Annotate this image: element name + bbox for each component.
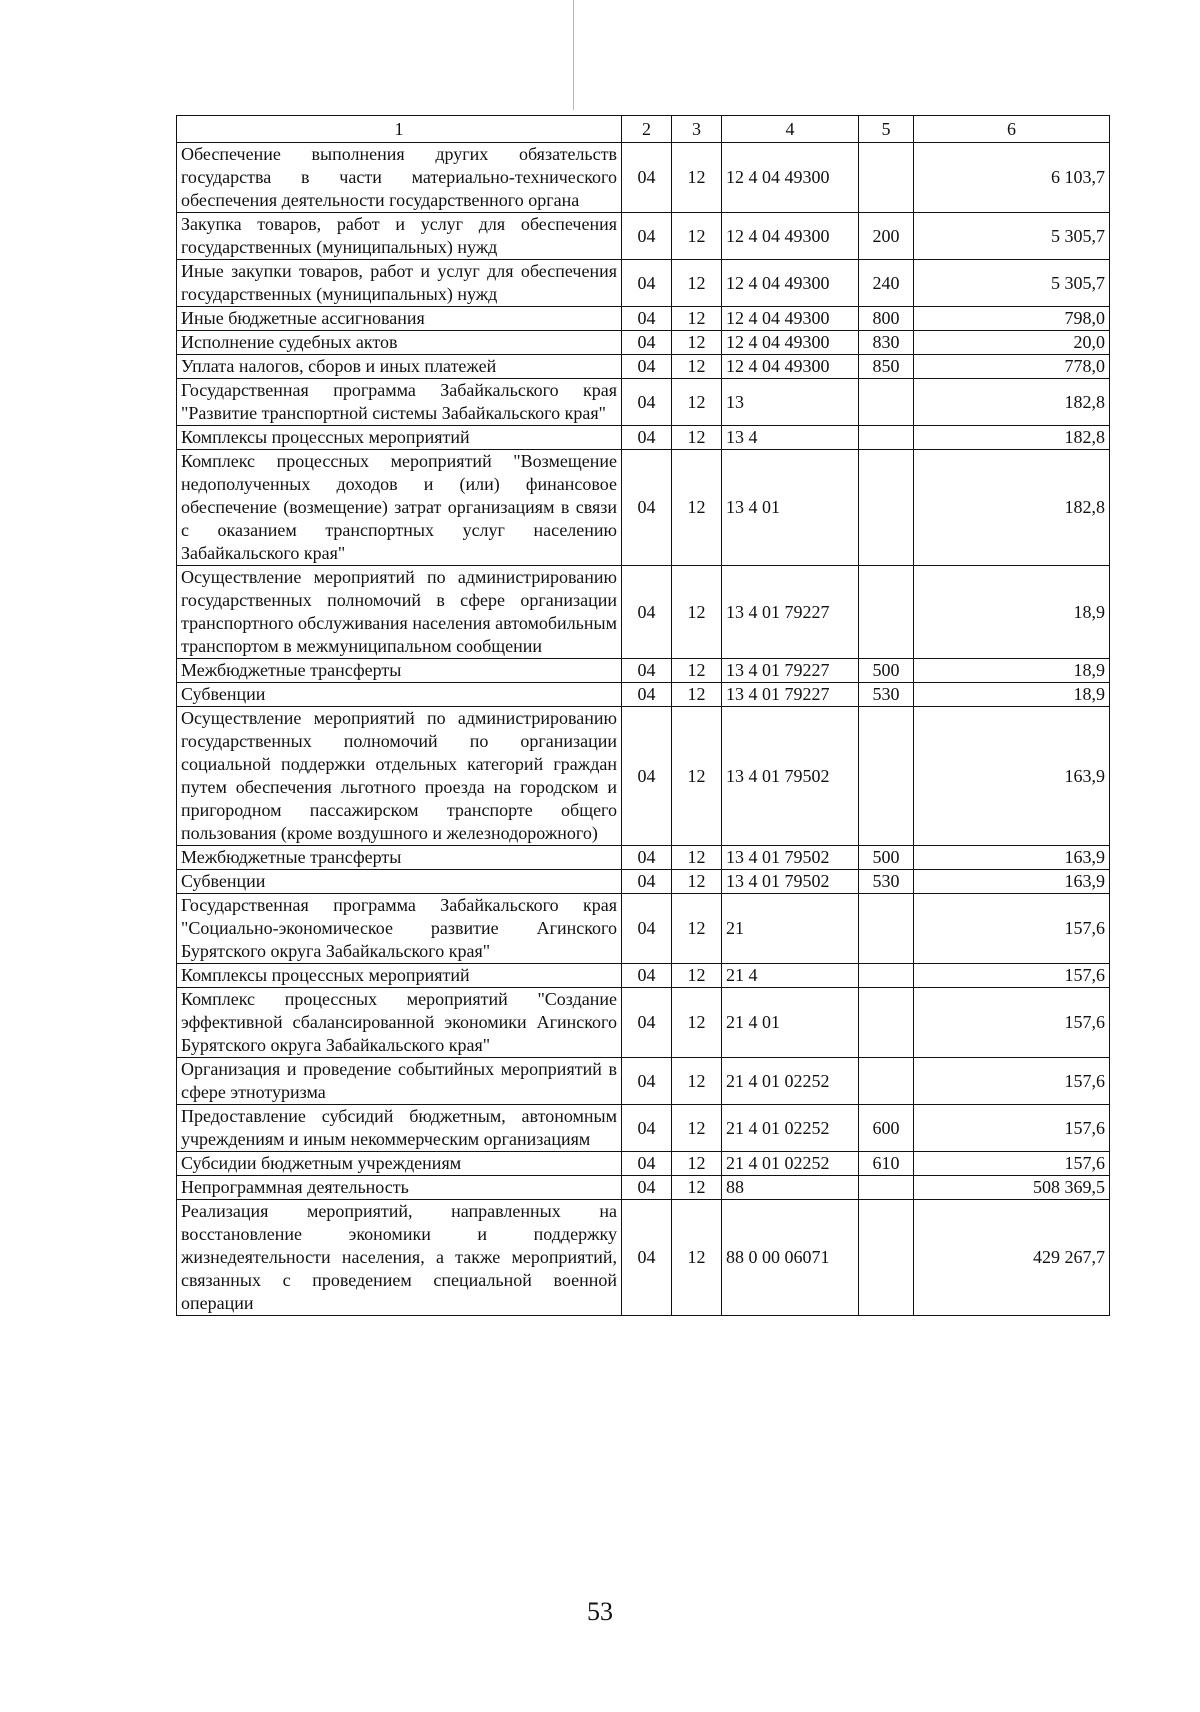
row-name-cell: Уплата налогов, сборов и иных платежей [177, 355, 622, 379]
row-name-cell: Комплексы процессных мероприятий [177, 964, 622, 988]
row-section-cell: 04 [622, 1058, 672, 1105]
table-row [177, 1105, 1110, 1152]
row-subsection-cell: 12 [672, 870, 722, 894]
row-amount-cell: 182,8 [914, 450, 1110, 566]
row-target-code-cell: 13 4 01 79502 [722, 707, 859, 846]
page-number: 53 [587, 1597, 613, 1626]
row-section-cell: 04 [622, 870, 672, 894]
row-section-cell: 04 [622, 379, 672, 426]
row-subsection-cell: 12 [672, 1152, 722, 1176]
row-target-code-cell: 21 4 01 02252 [722, 1152, 859, 1176]
row-expense-type-cell: 610 [859, 1152, 914, 1176]
row-expense-type-cell: 240 [859, 260, 914, 307]
row-target-code-cell: 21 4 01 [722, 988, 859, 1058]
table-row [177, 331, 1110, 355]
row-amount-cell: 157,6 [914, 1058, 1110, 1105]
row-subsection-cell: 12 [672, 213, 722, 260]
row-expense-type-cell [859, 379, 914, 426]
top-crease-line [573, 0, 574, 110]
row-amount-cell: 182,8 [914, 379, 1110, 426]
row-name-cell: Комплекс процессных мероприятий "Возмещение недополученных доходов и (или) финансовое обеспечение (возмещение) затрат организациям в связи с оказанием транспортных услуг населению Забайкальского края" [177, 450, 622, 566]
table-row [177, 260, 1110, 307]
row-amount-cell: 798,0 [914, 307, 1110, 331]
row-target-code-cell: 13 4 01 [722, 450, 859, 566]
row-section-cell: 04 [622, 1152, 672, 1176]
table-row [177, 213, 1110, 260]
row-amount-cell: 18,9 [914, 683, 1110, 707]
row-subsection-cell: 12 [672, 450, 722, 566]
table-row [177, 143, 1110, 213]
row-name-cell: Комплекс процессных мероприятий "Создание эффективной сбалансированной экономики Агинского Бурятского округа Забайкальского края" [177, 988, 622, 1058]
header-col-4: 4 [722, 116, 859, 143]
row-section-cell: 04 [622, 659, 672, 683]
row-expense-type-cell: 530 [859, 870, 914, 894]
row-target-code-cell: 21 [722, 894, 859, 964]
row-target-code-cell: 88 0 00 06071 [722, 1200, 859, 1316]
table-row [177, 450, 1110, 566]
row-section-cell: 04 [622, 988, 672, 1058]
row-expense-type-cell: 600 [859, 1105, 914, 1152]
row-subsection-cell: 12 [672, 964, 722, 988]
table-row [177, 707, 1110, 846]
header-col-5: 5 [859, 116, 914, 143]
row-section-cell: 04 [622, 426, 672, 450]
row-target-code-cell: 13 4 01 79227 [722, 659, 859, 683]
row-target-code-cell: 12 4 04 49300 [722, 260, 859, 307]
row-section-cell: 04 [622, 964, 672, 988]
row-subsection-cell: 12 [672, 307, 722, 331]
table-row [177, 1176, 1110, 1200]
row-subsection-cell: 12 [672, 894, 722, 964]
row-section-cell: 04 [622, 846, 672, 870]
row-name-cell: Исполнение судебных актов [177, 331, 622, 355]
row-expense-type-cell: 200 [859, 213, 914, 260]
row-subsection-cell: 12 [672, 331, 722, 355]
row-subsection-cell: 12 [672, 683, 722, 707]
header-col-2: 2 [622, 116, 672, 143]
row-amount-cell: 508 369,5 [914, 1176, 1110, 1200]
row-expense-type-cell [859, 143, 914, 213]
row-subsection-cell: 12 [672, 379, 722, 426]
row-section-cell: 04 [622, 331, 672, 355]
table-row [177, 846, 1110, 870]
row-subsection-cell: 12 [672, 426, 722, 450]
table-row [177, 870, 1110, 894]
row-expense-type-cell: 500 [859, 659, 914, 683]
row-name-cell: Реализация мероприятий, направленных на восстановление экономики и поддержку жизнедеятельности населения, а также мероприятий, связанных с проведением специальной военной операции [177, 1200, 622, 1316]
table-row [177, 683, 1110, 707]
row-amount-cell: 163,9 [914, 870, 1110, 894]
row-amount-cell: 157,6 [914, 988, 1110, 1058]
row-amount-cell: 6 103,7 [914, 143, 1110, 213]
table-body [177, 143, 1110, 1316]
table-row [177, 379, 1110, 426]
row-target-code-cell: 12 4 04 49300 [722, 307, 859, 331]
row-section-cell: 04 [622, 683, 672, 707]
row-target-code-cell: 12 4 04 49300 [722, 213, 859, 260]
row-target-code-cell: 13 [722, 379, 859, 426]
row-name-cell: Субвенции [177, 683, 622, 707]
row-amount-cell: 157,6 [914, 1105, 1110, 1152]
row-amount-cell: 18,9 [914, 659, 1110, 683]
row-amount-cell: 157,6 [914, 1152, 1110, 1176]
row-section-cell: 04 [622, 260, 672, 307]
row-subsection-cell: 12 [672, 707, 722, 846]
row-expense-type-cell [859, 894, 914, 964]
row-target-code-cell: 13 4 01 79502 [722, 870, 859, 894]
row-subsection-cell: 12 [672, 1200, 722, 1316]
table-row [177, 355, 1110, 379]
row-name-cell: Субвенции [177, 870, 622, 894]
row-amount-cell: 157,6 [914, 894, 1110, 964]
table-row [177, 566, 1110, 659]
row-name-cell: Осуществление мероприятий по администрированию государственных полномочий по организации социальной поддержки отдельных категорий граждан путем обеспечения льготного проезда на городском и пригородном пассажирском транспорте общего пользования (кроме воздушного и железнодорожного) [177, 707, 622, 846]
row-expense-type-cell: 830 [859, 331, 914, 355]
row-subsection-cell: 12 [672, 659, 722, 683]
row-section-cell: 04 [622, 707, 672, 846]
row-name-cell: Государственная программа Забайкальского края "Социально-экономическое развитие Агинского Бурятского округа Забайкальского края" [177, 894, 622, 964]
row-section-cell: 04 [622, 450, 672, 566]
row-amount-cell: 157,6 [914, 964, 1110, 988]
row-expense-type-cell: 800 [859, 307, 914, 331]
header-row [177, 116, 1110, 143]
row-subsection-cell: 12 [672, 143, 722, 213]
row-section-cell: 04 [622, 213, 672, 260]
row-amount-cell: 163,9 [914, 846, 1110, 870]
row-expense-type-cell [859, 450, 914, 566]
header-col-3: 3 [672, 116, 722, 143]
row-name-cell: Иные закупки товаров, работ и услуг для обеспечения государственных (муниципальных) нужд [177, 260, 622, 307]
row-target-code-cell: 13 4 [722, 426, 859, 450]
row-subsection-cell: 12 [672, 846, 722, 870]
row-section-cell: 04 [622, 1105, 672, 1152]
row-name-cell: Предоставление субсидий бюджетным, автономным учреждениям и иным некоммерческим организациям [177, 1105, 622, 1152]
row-name-cell: Осуществление мероприятий по администрированию государственных полномочий в сфере организации транспортного обслуживания населения автомобильным транспортом в межмуниципальном сообщении [177, 566, 622, 659]
table-row [177, 1200, 1110, 1316]
row-amount-cell: 18,9 [914, 566, 1110, 659]
row-amount-cell: 5 305,7 [914, 260, 1110, 307]
row-target-code-cell: 12 4 04 49300 [722, 331, 859, 355]
row-expense-type-cell [859, 426, 914, 450]
row-target-code-cell: 12 4 04 49300 [722, 143, 859, 213]
row-name-cell: Комплексы процессных мероприятий [177, 426, 622, 450]
row-section-cell: 04 [622, 894, 672, 964]
row-subsection-cell: 12 [672, 260, 722, 307]
row-name-cell: Государственная программа Забайкальского края "Развитие транспортной системы Забайкальского края" [177, 379, 622, 426]
row-subsection-cell: 12 [672, 1176, 722, 1200]
row-section-cell: 04 [622, 1200, 672, 1316]
row-expense-type-cell [859, 964, 914, 988]
row-section-cell: 04 [622, 355, 672, 379]
row-expense-type-cell [859, 707, 914, 846]
row-name-cell: Обеспечение выполнения других обязательств государства в части материально-технического обеспечения деятельности государственного органа [177, 143, 622, 213]
table-row [177, 1152, 1110, 1176]
budget-table [176, 115, 1110, 1316]
row-subsection-cell: 12 [672, 566, 722, 659]
row-section-cell: 04 [622, 307, 672, 331]
row-target-code-cell: 21 4 01 02252 [722, 1105, 859, 1152]
table-row [177, 1058, 1110, 1105]
row-amount-cell: 20,0 [914, 331, 1110, 355]
row-target-code-cell: 21 4 [722, 964, 859, 988]
row-expense-type-cell [859, 1058, 914, 1105]
row-expense-type-cell [859, 988, 914, 1058]
row-target-code-cell: 88 [722, 1176, 859, 1200]
header-col-6: 6 [914, 116, 1110, 143]
row-section-cell: 04 [622, 566, 672, 659]
table-row [177, 988, 1110, 1058]
table-row [177, 894, 1110, 964]
row-target-code-cell: 13 4 01 79502 [722, 846, 859, 870]
row-expense-type-cell: 850 [859, 355, 914, 379]
row-name-cell: Межбюджетные трансферты [177, 846, 622, 870]
row-name-cell: Непрограммная деятельность [177, 1176, 622, 1200]
row-name-cell: Организация и проведение событийных мероприятий в сфере этнотуризма [177, 1058, 622, 1105]
row-name-cell: Закупка товаров, работ и услуг для обеспечения государственных (муниципальных) нужд [177, 213, 622, 260]
table-row [177, 307, 1110, 331]
row-expense-type-cell [859, 566, 914, 659]
row-section-cell: 04 [622, 143, 672, 213]
row-subsection-cell: 12 [672, 1105, 722, 1152]
row-name-cell: Иные бюджетные ассигнования [177, 307, 622, 331]
table-row [177, 426, 1110, 450]
table-row [177, 659, 1110, 683]
row-subsection-cell: 12 [672, 1058, 722, 1105]
row-name-cell: Межбюджетные трансферты [177, 659, 622, 683]
row-expense-type-cell [859, 1200, 914, 1316]
row-amount-cell: 778,0 [914, 355, 1110, 379]
row-amount-cell: 182,8 [914, 426, 1110, 450]
row-subsection-cell: 12 [672, 988, 722, 1058]
table-row [177, 964, 1110, 988]
row-target-code-cell: 21 4 01 02252 [722, 1058, 859, 1105]
row-target-code-cell: 13 4 01 79227 [722, 566, 859, 659]
row-amount-cell: 163,9 [914, 707, 1110, 846]
row-expense-type-cell: 500 [859, 846, 914, 870]
row-section-cell: 04 [622, 1176, 672, 1200]
row-target-code-cell: 12 4 04 49300 [722, 355, 859, 379]
row-target-code-cell: 13 4 01 79227 [722, 683, 859, 707]
row-expense-type-cell [859, 1176, 914, 1200]
row-amount-cell: 429 267,7 [914, 1200, 1110, 1316]
header-col-1: 1 [177, 116, 622, 143]
row-amount-cell: 5 305,7 [914, 213, 1110, 260]
row-expense-type-cell: 530 [859, 683, 914, 707]
row-subsection-cell: 12 [672, 355, 722, 379]
row-name-cell: Субсидии бюджетным учреждениям [177, 1152, 622, 1176]
